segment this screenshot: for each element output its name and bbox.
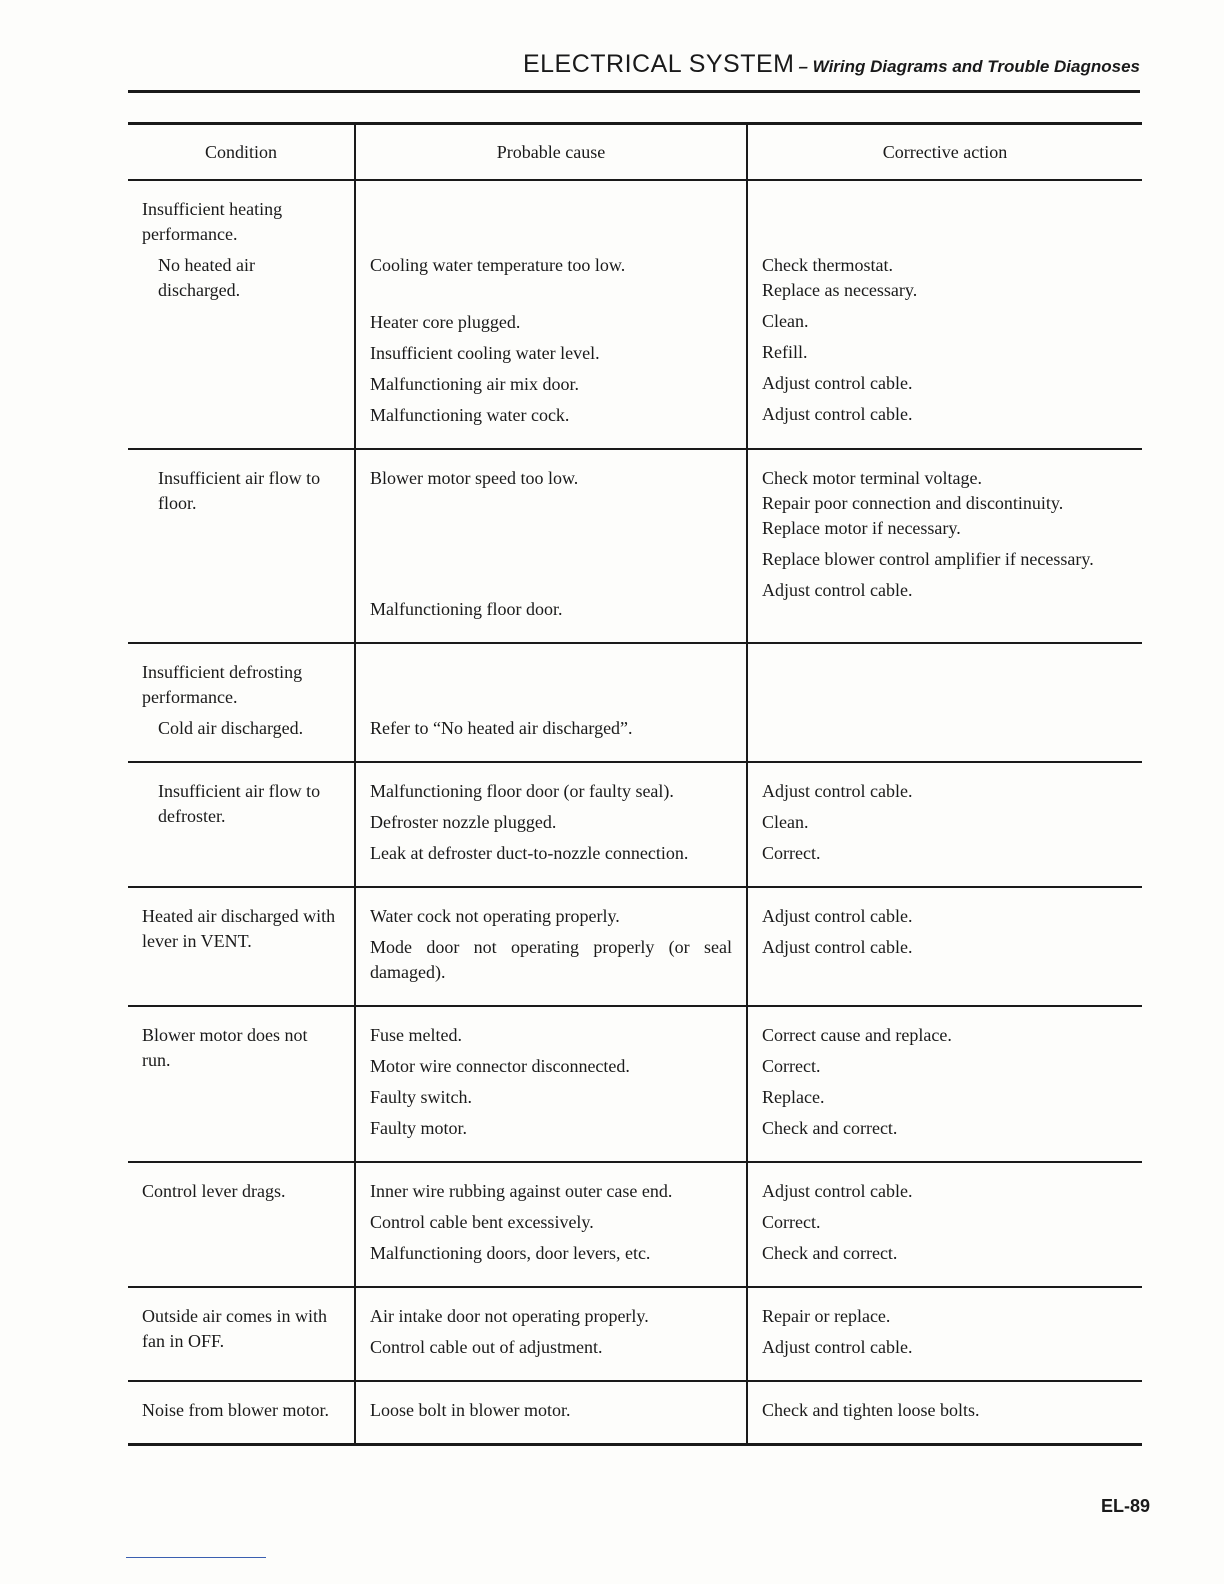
cause-text: Water cock not operating properly. <box>370 906 620 926</box>
page-header <box>128 50 1140 93</box>
condition-text: Insufficient air flow to floor. <box>158 468 321 513</box>
cause-cell <box>355 887 747 1006</box>
column-header-probable-cause: Probable cause <box>355 124 747 181</box>
action-text: Check thermostat. <box>762 255 893 275</box>
table-header-row <box>128 124 1142 181</box>
action-text: Adjust control cable. <box>762 1181 913 1201</box>
action-cell <box>747 1162 1142 1287</box>
table-row <box>128 643 1142 762</box>
footer-rule <box>126 1557 266 1558</box>
cause-text: Cooling water temperature too low. <box>370 255 626 275</box>
cause-cell <box>355 762 747 887</box>
cause-text: Inner wire rubbing against outer case end. <box>370 1181 673 1201</box>
header-subtitle: – Wiring Diagrams and Trouble Diagnoses <box>798 57 1140 76</box>
cause-text: Malfunctioning doors, door levers, etc. <box>370 1243 651 1263</box>
cause-text: Motor wire connector disconnected. <box>370 1056 630 1076</box>
cause-text: Malfunctioning water cock. <box>370 405 570 425</box>
condition-text: Insufficient air flow to defroster. <box>158 781 321 826</box>
condition-cell <box>128 180 355 449</box>
condition-cell <box>128 887 355 1006</box>
column-header-condition: Condition <box>128 124 355 181</box>
action-text: Repair poor connection and discontinuity. <box>762 493 1064 513</box>
cause-text: Malfunctioning floor door (or faulty seal). <box>370 781 674 801</box>
table-row <box>128 449 1142 643</box>
action-cell <box>747 180 1142 449</box>
condition-text: Control lever drags. <box>142 1181 286 1201</box>
condition-cell <box>128 1287 355 1381</box>
cause-cell <box>355 1006 747 1162</box>
cause-text: Air intake door not operating properly. <box>370 1306 649 1326</box>
table-row <box>128 1006 1142 1162</box>
table-row <box>128 1162 1142 1287</box>
action-text: Correct. <box>762 843 821 863</box>
condition-text: Noise from blower motor. <box>142 1400 329 1420</box>
cause-text: Leak at defroster duct-to-nozzle connection. <box>370 843 689 863</box>
cause-text: Insufficient cooling water level. <box>370 343 600 363</box>
action-text: Check and correct. <box>762 1118 898 1138</box>
cause-text: Mode door not operating properly (or seal damaged). <box>370 937 732 982</box>
table-row <box>128 1381 1142 1445</box>
cause-text: Defroster nozzle plugged. <box>370 812 557 832</box>
action-text: Adjust control cable. <box>762 373 913 393</box>
table-row <box>128 887 1142 1006</box>
cause-text: Faulty motor. <box>370 1118 468 1138</box>
condition-cell <box>128 643 355 762</box>
header-title: ELECTRICAL SYSTEM <box>522 50 795 78</box>
cause-text: Heater core plugged. <box>370 312 521 332</box>
action-text: Adjust control cable. <box>762 1337 913 1357</box>
action-text: Replace as necessary. <box>762 280 918 300</box>
action-text: Correct. <box>762 1056 821 1076</box>
action-text: Adjust control cable. <box>762 404 913 424</box>
cause-text: Malfunctioning floor door. <box>370 599 563 619</box>
action-text: Check and correct. <box>762 1243 898 1263</box>
cause-text: Faulty switch. <box>370 1087 472 1107</box>
cause-text: Blower motor speed too low. <box>370 468 579 488</box>
table-row <box>128 762 1142 887</box>
action-cell <box>747 1287 1142 1381</box>
cause-cell <box>355 1381 747 1445</box>
action-text: Replace motor if necessary. <box>762 518 961 538</box>
action-cell <box>747 1006 1142 1162</box>
action-text: Correct cause and replace. <box>762 1025 952 1045</box>
condition-cell <box>128 1381 355 1445</box>
condition-cell <box>128 762 355 887</box>
action-text: Correct. <box>762 1212 821 1232</box>
action-text: Adjust control cable. <box>762 937 913 957</box>
cause-text: Control cable bent excessively. <box>370 1212 594 1232</box>
action-cell <box>747 643 1142 762</box>
action-text: Adjust control cable. <box>762 580 913 600</box>
action-cell <box>747 762 1142 887</box>
condition-text: Insufficient heating performance. <box>142 199 283 244</box>
cause-text: Control cable out of adjustment. <box>370 1337 603 1357</box>
action-text: Adjust control cable. <box>762 906 913 926</box>
cause-cell <box>355 1287 747 1381</box>
action-text: Check and tighten loose bolts. <box>762 1400 980 1420</box>
action-cell <box>747 887 1142 1006</box>
action-text: Clean. <box>762 311 809 331</box>
cause-cell <box>355 1162 747 1287</box>
condition-text: Heated air discharged with lever in VENT. <box>142 906 336 951</box>
column-header-corrective-action: Corrective action <box>747 124 1142 181</box>
action-cell <box>747 449 1142 643</box>
condition-cell <box>128 1162 355 1287</box>
trouble-diagnosis-table <box>128 122 1142 1446</box>
action-text: Repair or replace. <box>762 1306 891 1326</box>
action-text: Refill. <box>762 342 808 362</box>
cause-cell <box>355 643 747 762</box>
condition-subtext: No heated air discharged. <box>158 255 255 300</box>
cause-text: Refer to “No heated air discharged”. <box>370 718 633 738</box>
condition-text: Insufficient defrosting performance. <box>142 662 303 707</box>
page-number: EL-89 <box>1100 1496 1150 1516</box>
action-text: Adjust control cable. <box>762 781 913 801</box>
table-row <box>128 1287 1142 1381</box>
action-text: Check motor terminal voltage. <box>762 468 982 488</box>
condition-text: Blower motor does not run. <box>142 1025 308 1070</box>
action-text: Clean. <box>762 812 809 832</box>
action-text: Replace. <box>762 1087 825 1107</box>
condition-text: Outside air comes in with fan in OFF. <box>142 1306 327 1351</box>
cause-cell <box>355 449 747 643</box>
cause-cell <box>355 180 747 449</box>
cause-text: Malfunctioning air mix door. <box>370 374 579 394</box>
action-cell <box>747 1381 1142 1445</box>
condition-cell <box>128 1006 355 1162</box>
cause-text: Loose bolt in blower motor. <box>370 1400 571 1420</box>
condition-subtext: Cold air discharged. <box>158 718 304 738</box>
table-row <box>128 180 1142 449</box>
cause-text: Fuse melted. <box>370 1025 462 1045</box>
condition-cell <box>128 449 355 643</box>
action-text: Replace blower control amplifier if necessary. <box>762 549 1094 569</box>
